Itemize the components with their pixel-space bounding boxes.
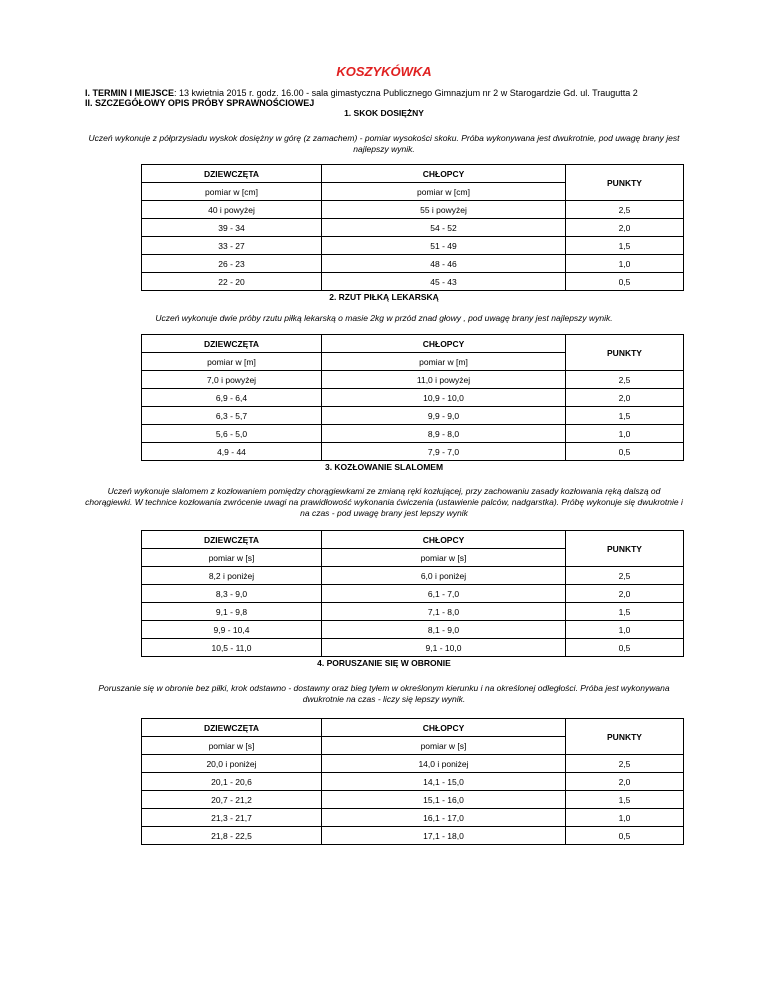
cell-boys: 9,1 - 10,0	[322, 639, 566, 657]
cell-points: 1,0	[566, 255, 684, 273]
unit-girls: pomiar w [cm]	[142, 183, 322, 201]
header-boys: CHŁOPCY	[322, 165, 566, 183]
table-row	[142, 809, 684, 827]
cell-boys: 54 - 52	[322, 219, 566, 237]
section-1-table	[141, 164, 684, 291]
cell-points: 2,0	[566, 585, 684, 603]
cell-boys: 14,1 - 15,0	[322, 773, 566, 791]
table-row	[142, 237, 684, 255]
cell-points: 1,5	[566, 237, 684, 255]
table-row	[142, 443, 684, 461]
cell-boys: 11,0 i powyżej	[322, 371, 566, 389]
cell-points: 1,0	[566, 425, 684, 443]
header-points: PUNKTY	[566, 335, 684, 371]
cell-points: 1,0	[566, 621, 684, 639]
cell-girls: 4,9 - 44	[142, 443, 322, 461]
cell-boys: 9,9 - 9,0	[322, 407, 566, 425]
cell-girls: 21,3 - 21,7	[142, 809, 322, 827]
cell-points: 2,0	[566, 773, 684, 791]
cell-girls: 9,1 - 9,8	[142, 603, 322, 621]
cell-boys: 55 i powyżej	[322, 201, 566, 219]
table-row	[142, 621, 684, 639]
header-points: PUNKTY	[566, 719, 684, 755]
section-2-table	[141, 334, 684, 461]
meta-line-description	[85, 98, 314, 108]
table-row	[142, 219, 684, 237]
cell-boys: 6,0 i poniżej	[322, 567, 566, 585]
unit-girls: pomiar w [s]	[142, 737, 322, 755]
table-row	[142, 567, 684, 585]
cell-points: 2,0	[566, 389, 684, 407]
cell-boys: 10,9 - 10,0	[322, 389, 566, 407]
section-2-title: 2. RZUT PIŁKĄ LEKARSKĄ	[329, 292, 439, 302]
section-3-title: 3. KOZŁOWANIE SLALOMEM	[324, 462, 444, 472]
cell-boys: 51 - 49	[322, 237, 566, 255]
table-row	[142, 639, 684, 657]
unit-boys: pomiar w [cm]	[322, 183, 566, 201]
section-3-description: Uczeń wykonuje slalomem z kozłowaniem pomiędzy chorągiewkami ze zmianą ręki kozłującej, przy zachowaniu zasady kozłowania ręką dalszą od chorągiewki. W technice kozłowania zwrócenie uwagi na prawidłowość wykonania ćwiczenia (ustawienie palców, nadgarstka). Próbę wykonuje się dwukrotnie i na czas - pod uwagę brany jest lepszy wynik	[85, 486, 683, 518]
cell-points: 2,5	[566, 567, 684, 585]
section-3-table	[141, 530, 684, 657]
table-row	[142, 585, 684, 603]
cell-points: 2,0	[566, 219, 684, 237]
header-girls: DZIEWCZĘTA	[142, 719, 322, 737]
cell-boys: 14,0 i poniżej	[322, 755, 566, 773]
cell-boys: 8,9 - 8,0	[322, 425, 566, 443]
table-row	[142, 425, 684, 443]
cell-girls: 20,7 - 21,2	[142, 791, 322, 809]
table-row	[142, 389, 684, 407]
cell-girls: 5,6 - 5,0	[142, 425, 322, 443]
unit-girls: pomiar w [m]	[142, 353, 322, 371]
table-row	[142, 773, 684, 791]
cell-girls: 6,3 - 5,7	[142, 407, 322, 425]
section-4-title: 4. PORUSZANIE SIĘ W OBRONIE	[317, 658, 451, 668]
cell-girls: 9,9 - 10,4	[142, 621, 322, 639]
cell-points: 0,5	[566, 443, 684, 461]
header-boys: CHŁOPCY	[322, 531, 566, 549]
cell-points: 1,0	[566, 809, 684, 827]
section-1-title: 1. SKOK DOSIĘŻNY	[344, 108, 424, 118]
cell-boys: 7,9 - 7,0	[322, 443, 566, 461]
cell-girls: 22 - 20	[142, 273, 322, 291]
section-1-description: Uczeń wykonuje z półprzysiadu wyskok dosiężny w górę (z zamachem) - pomiar wysokości skoku. Próba wykonywana jest dwukrotnie, pod uwagę brany jest najlepszy wynik.	[88, 133, 680, 154]
table-row	[142, 273, 684, 291]
section-4-description: Poruszanie się w obronie bez piłki, krok odstawno - dostawny oraz bieg tyłem w określonym kierunku i na określonej odległości. Próba jest wykonywana dwukrotnie na czas - liczy się lepszy wynik.	[98, 683, 670, 704]
cell-boys: 48 - 46	[322, 255, 566, 273]
cell-girls: 10,5 - 11,0	[142, 639, 322, 657]
header-girls: DZIEWCZĘTA	[142, 335, 322, 353]
header-points: PUNKTY	[566, 531, 684, 567]
unit-boys: pomiar w [s]	[322, 737, 566, 755]
header-girls: DZIEWCZĘTA	[142, 531, 322, 549]
unit-girls: pomiar w [s]	[142, 549, 322, 567]
cell-points: 1,5	[566, 791, 684, 809]
cell-girls: 33 - 27	[142, 237, 322, 255]
cell-points: 2,5	[566, 755, 684, 773]
cell-boys: 17,1 - 18,0	[322, 827, 566, 845]
table-row	[142, 201, 684, 219]
cell-points: 2,5	[566, 201, 684, 219]
cell-boys: 6,1 - 7,0	[322, 585, 566, 603]
cell-girls: 20,0 i poniżej	[142, 755, 322, 773]
cell-girls: 7,0 i powyżej	[142, 371, 322, 389]
cell-girls: 20,1 - 20,6	[142, 773, 322, 791]
cell-boys: 45 - 43	[322, 273, 566, 291]
cell-boys: 8,1 - 9,0	[322, 621, 566, 639]
header-boys: CHŁOPCY	[322, 335, 566, 353]
cell-girls: 6,9 - 6,4	[142, 389, 322, 407]
table-row	[142, 827, 684, 845]
table-row	[142, 791, 684, 809]
unit-boys: pomiar w [m]	[322, 353, 566, 371]
cell-girls: 39 - 34	[142, 219, 322, 237]
table-row	[142, 755, 684, 773]
header-points: PUNKTY	[566, 165, 684, 201]
document-title: KOSZYKÓWKA	[336, 64, 432, 79]
cell-girls: 21,8 - 22,5	[142, 827, 322, 845]
cell-points: 1,5	[566, 407, 684, 425]
table-row	[142, 407, 684, 425]
header-boys: CHŁOPCY	[322, 719, 566, 737]
cell-girls: 8,3 - 9,0	[142, 585, 322, 603]
meta-line-date-place	[85, 88, 638, 98]
cell-points: 2,5	[566, 371, 684, 389]
meta-date-place-label: I. TERMIN I MIEJSCE	[85, 88, 175, 98]
cell-girls: 8,2 i poniżej	[142, 567, 322, 585]
table-row	[142, 371, 684, 389]
section-2-description: Uczeń wykonuje dwie próby rzutu piłką lekarską o masie 2kg w przód znad głowy , pod uwagę brany jest najlepszy wynik.	[155, 313, 613, 323]
table-row	[142, 603, 684, 621]
cell-points: 1,5	[566, 603, 684, 621]
unit-boys: pomiar w [s]	[322, 549, 566, 567]
header-girls: DZIEWCZĘTA	[142, 165, 322, 183]
cell-boys: 16,1 - 17,0	[322, 809, 566, 827]
cell-boys: 15,1 - 16,0	[322, 791, 566, 809]
section-4-table	[141, 718, 684, 845]
cell-girls: 40 i powyżej	[142, 201, 322, 219]
cell-girls: 26 - 23	[142, 255, 322, 273]
cell-points: 0,5	[566, 273, 684, 291]
table-row	[142, 255, 684, 273]
cell-points: 0,5	[566, 827, 684, 845]
meta-date-place-text: : 13 kwietnia 2015 r. godz. 16.00 - sala gimastyczna Publicznego Gimnazjum nr 2 w Starogardzie Gd. ul. Traugutta 2	[174, 88, 638, 98]
meta-description-label: II. SZCZEGÓŁOWY OPIS PRÓBY SPRAWNOŚCIOWEJ	[85, 98, 315, 108]
cell-boys: 7,1 - 8,0	[322, 603, 566, 621]
cell-points: 0,5	[566, 639, 684, 657]
